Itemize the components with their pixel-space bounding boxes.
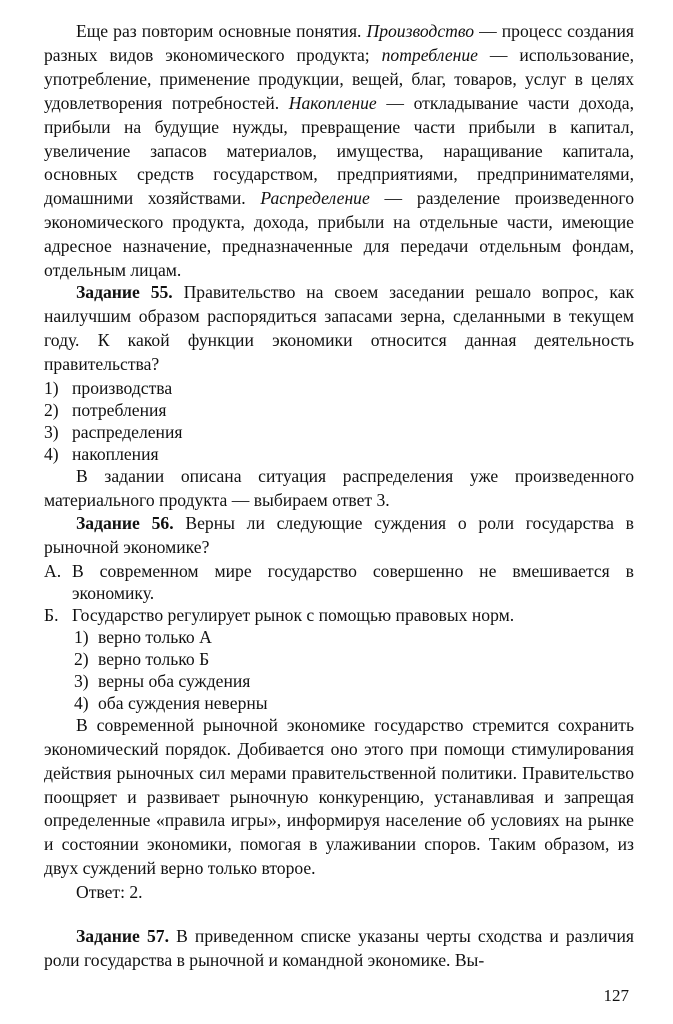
task-57-question [44, 925, 634, 973]
task-55-option [44, 421, 634, 443]
option-text: верно только Б [98, 648, 210, 669]
task-55-answer: В задании описана ситуация распределения уже произведенного материального продукта — выбираем ответ 3. [44, 465, 634, 510]
task-57-text: В приведенном списке указаны черты сходства и различия роли государства в рыночной и командной экономике. Вы- [44, 926, 634, 970]
statement-a [44, 560, 634, 604]
option-number: 2) [74, 648, 89, 669]
option-number: 4) [44, 443, 59, 464]
task-55-question [44, 281, 634, 377]
task-56-answer: Ответ: 2. [76, 882, 143, 903]
statement-b [44, 604, 634, 626]
task-55-question-text: Правительство на своем заседании решало вопрос, как наилучшим образом распорядиться запасами зерна, сделанными в текущем году. К какой функции экономики относится данная деятельность правительства? [44, 282, 634, 374]
option-number: 1) [74, 626, 89, 647]
task-55-label: Задание 55. [76, 282, 173, 302]
task-56-option [44, 692, 634, 714]
option-text: накопления [72, 443, 159, 464]
intro-text: — откладывание части дохода, прибыли на будущие нужды, превращение части прибыли в капитал, увеличение запасов материалов, имущества, наращивание капитала, основных средств государством, предприятиями, предпринимателями, домашними хозяйствами. [44, 92, 634, 209]
page-number: 127 [603, 986, 629, 1005]
task-55-option [44, 443, 634, 465]
task-55-option [44, 377, 634, 399]
statement-text: Государство регулирует рынок с помощью правовых норм. [72, 604, 515, 625]
term-consumption: потребление [381, 44, 478, 65]
option-text: потребления [72, 399, 167, 420]
option-text: оба суждения неверны [98, 692, 268, 713]
task-56-explanation: В современной рыночной экономике государство стремится сохранить экономический порядок. Добивается оно этого при помощи стимулирования действия рыночных сил мерами правительственной политики. Правительство поощряет и развивает рыночную конкуренцию, устанавливая и запрещая определенные «правила игры», информируя население об условиях на рынке и состоянии экономики, помогая в улаживании споров. Таким образом, из двух суждений верно только второе. [44, 714, 634, 879]
task-56-option [44, 670, 634, 692]
option-number: 3) [44, 421, 59, 442]
intro-text: — использование, употребление, применение продукции, вещей, благ, товаров, услуг в целях удовлетворения потребностей. [44, 44, 634, 113]
option-text: производства [72, 377, 173, 398]
task-56-question [44, 512, 634, 560]
statement-text: В современном мире государство совершенно не вмешивается в экономику. [72, 560, 634, 603]
intro-section [44, 20, 634, 283]
task-57 [44, 925, 634, 973]
task-56-question-text: Верны ли следующие суждения о роли государства в рыночной экономике? [44, 513, 634, 557]
option-text: распределения [72, 421, 183, 442]
option-number: 4) [74, 692, 89, 713]
option-number: 1) [44, 377, 59, 398]
task-56-option [44, 626, 634, 648]
option-number: 3) [74, 670, 89, 691]
intro-text: — разделение произведенного экономического продукта, дохода, прибыли на отдельные части, имеющие адресное назначение, предназначенные для передачи отдельным фондам, отдельным лицам. [44, 188, 634, 281]
term-distribution: Распределение [260, 188, 370, 209]
task-55 [44, 281, 634, 512]
term-production: Производство [366, 21, 475, 41]
intro-paragraph [44, 20, 634, 283]
task-56-label: Задание 56. [76, 513, 174, 533]
option-text: верно только А [98, 626, 212, 647]
option-text: верны оба суждения [98, 670, 251, 691]
task-56-option [44, 648, 634, 670]
task-55-option [44, 399, 634, 421]
intro-text: — процесс создания разных видов экономического продукта; [44, 21, 634, 65]
statement-letter: А. [44, 560, 62, 581]
task-57-label: Задание 57. [76, 926, 169, 946]
intro-text: Еще раз повторим основные понятия. [76, 21, 367, 41]
statement-letter: Б. [44, 604, 59, 625]
term-accumulation: Накопление [288, 92, 377, 113]
option-number: 2) [44, 399, 59, 420]
task-56 [44, 512, 634, 905]
